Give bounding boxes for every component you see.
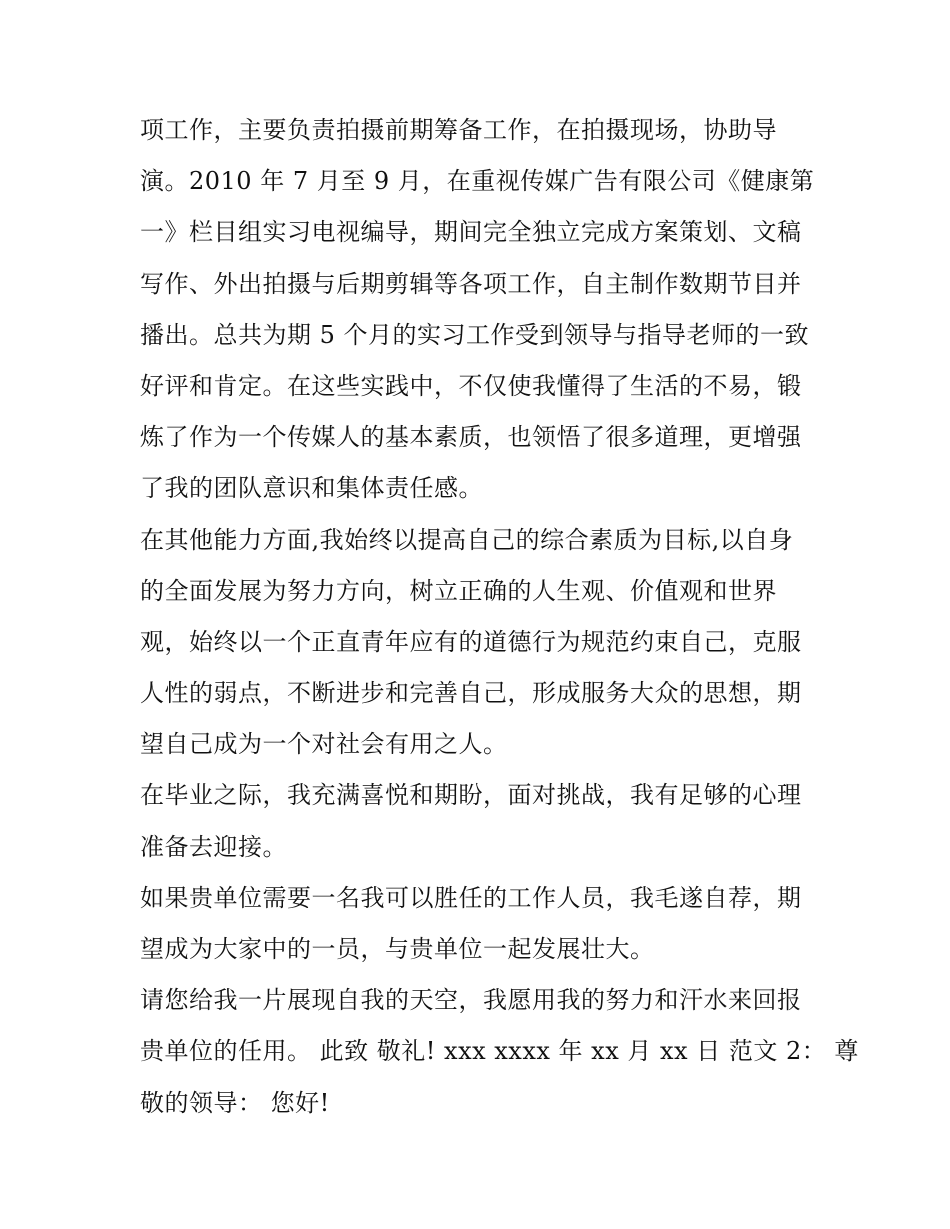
text-line: 人性的弱点，不断进步和完善自己，形成服务大众的思想，期	[140, 679, 802, 708]
text-line: 敬的领导： 您好!	[140, 1088, 330, 1117]
text-line: 炼了作为一个传媒人的基本素质，也领悟了很多道理，更增强	[140, 423, 802, 452]
text-line: 如果贵单位需要一名我可以胜任的工作人员，我毛遂自荐，期	[140, 883, 802, 912]
text-line: 一》栏目组实习电视编导，期间完全独立完成方案策划、文稿	[140, 218, 802, 247]
text-line: 了我的团队意识和集体责任感。	[140, 474, 483, 503]
text-line: 请您给我一片展现自我的天空，我愿用我的努力和汗水来回报	[140, 986, 802, 1015]
text-line: 望成为大家中的一员，与贵单位一起发展壮大。	[140, 935, 655, 963]
text-line: 准备去迎接。	[140, 832, 287, 861]
text-line: 在其他能力方面,我始终以提高自己的综合素质为目标,以自身	[140, 525, 794, 554]
text-line: 演。2010 年 7 月至 9 月，在重视传媒广告有限公司《健康第	[140, 167, 815, 196]
text-line: 好评和肯定。在这些实践中，不仅使我懂得了生活的不易，锻	[140, 371, 802, 400]
text-line: 在毕业之际，我充满喜悦和期盼，面对挑战，我有足够的心理	[140, 781, 802, 810]
text-line: 播出。总共为期 5 个月的实习工作受到领导与指导老师的一致	[140, 320, 810, 349]
text-line: 观，始终以一个正直青年应有的道德行为规范约束自己，克服	[140, 627, 802, 656]
text-line: 的全面发展为努力方向，树立正确的人生观、价值观和世界	[140, 576, 777, 605]
document-body	[140, 105, 859, 1129]
text-line: 项工作，主要负责拍摄前期筹备工作，在拍摄现场，协助导	[140, 116, 777, 144]
text-line: 贵单位的任用。 此致 敬礼! xxx xxxx 年 xx 月 xx 日 范文 2： 尊	[140, 1037, 859, 1066]
text-line: 望自己成为一个对社会有用之人。	[140, 730, 508, 759]
text-line: 写作、外出拍摄与后期剪辑等各项工作，自主制作数期节目并	[140, 269, 802, 298]
